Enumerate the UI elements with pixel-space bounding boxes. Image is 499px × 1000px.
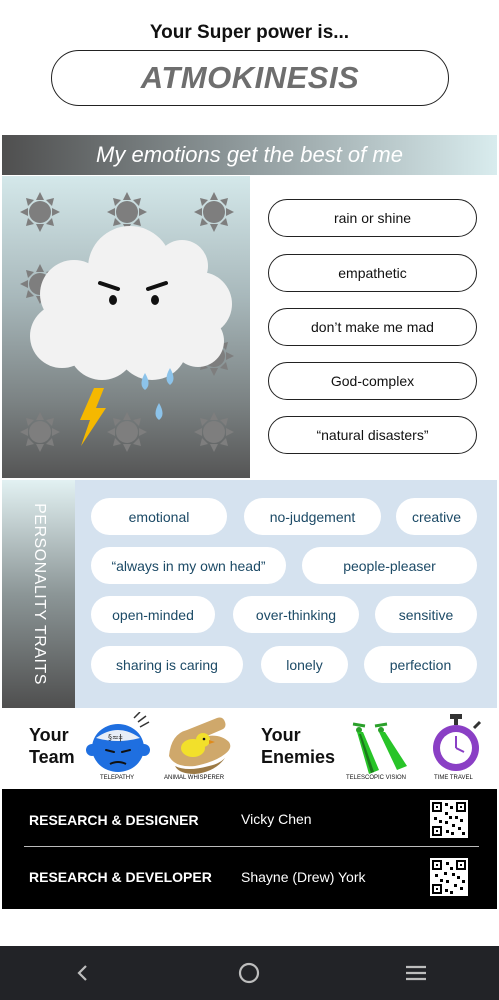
emotions-banner-text: My emotions get the best of me (96, 142, 403, 167)
telescopic-vision-icon (345, 718, 413, 776)
credit-role: RESEARCH & DESIGNER (29, 812, 199, 828)
trait-pill: over-thinking (233, 596, 359, 633)
team-label: Your Team (29, 725, 75, 767)
menu-icon (404, 963, 428, 983)
emotion-pill: “natural disasters” (268, 416, 477, 454)
superpower-title: Your Super power is... (149, 22, 350, 43)
animal-whisperer-caption: ANIMAL WHISPERER (164, 775, 225, 781)
angry-cloud-icon (30, 226, 232, 380)
time-travel-icon (428, 714, 484, 774)
credit-name: Vicky Chen (241, 811, 312, 827)
trait-pill: emotional (91, 498, 227, 535)
emotion-pill: don’t make me mad (268, 308, 477, 346)
telepathy-caption: TELEPATHY (100, 775, 135, 781)
qr-code-icon[interactable] (430, 800, 468, 838)
time-travel-caption: TIME TRAVEL (434, 775, 473, 781)
enemies-label: Your Enemies (261, 725, 336, 767)
trait-pill: people-pleaser (302, 547, 477, 584)
weather-illustration (2, 176, 250, 478)
telepathy-icon (82, 712, 154, 776)
trait-pill: “always in my own head” (91, 547, 286, 584)
superpower-name: ATMOKINESIS (140, 60, 360, 95)
animal-whisperer-icon (165, 716, 233, 774)
trait-pill: lonely (261, 646, 348, 683)
telescopic-vision-caption: TELESCOPIC VISION (346, 775, 407, 781)
lightning-icon (80, 388, 106, 446)
trait-pill: no-judgement (244, 498, 381, 535)
emotion-pill: rain or shine (268, 199, 477, 237)
recents-button[interactable] (386, 953, 446, 993)
emotions-banner (2, 135, 497, 175)
trait-pill: open-minded (91, 596, 215, 633)
personality-label-text: PERSONALITY TRAITS (30, 503, 48, 685)
back-icon (73, 963, 93, 983)
home-button[interactable] (219, 953, 279, 993)
trait-pill: sharing is caring (91, 646, 243, 683)
emotion-pill: empathetic (268, 254, 477, 292)
svg-text:§≈ǂ: §≈ǂ (108, 733, 123, 742)
trait-pill: creative (396, 498, 477, 535)
trait-pill: sensitive (375, 596, 477, 633)
personality-traits-area (75, 480, 497, 708)
credit-role: RESEARCH & DEVELOPER (29, 869, 212, 885)
system-nav-bar (0, 946, 499, 1000)
credit-name: Shayne (Drew) York (241, 869, 366, 885)
back-button[interactable] (53, 953, 113, 993)
credits-block (2, 789, 497, 909)
home-icon (237, 961, 261, 985)
trait-pill: perfection (364, 646, 477, 683)
emotion-pill: God-complex (268, 362, 477, 400)
storm-scene (2, 176, 250, 478)
personality-side-label (2, 480, 75, 708)
credits-divider (24, 846, 479, 847)
superpower-pill (51, 50, 449, 106)
qr-code-icon[interactable] (430, 858, 468, 896)
